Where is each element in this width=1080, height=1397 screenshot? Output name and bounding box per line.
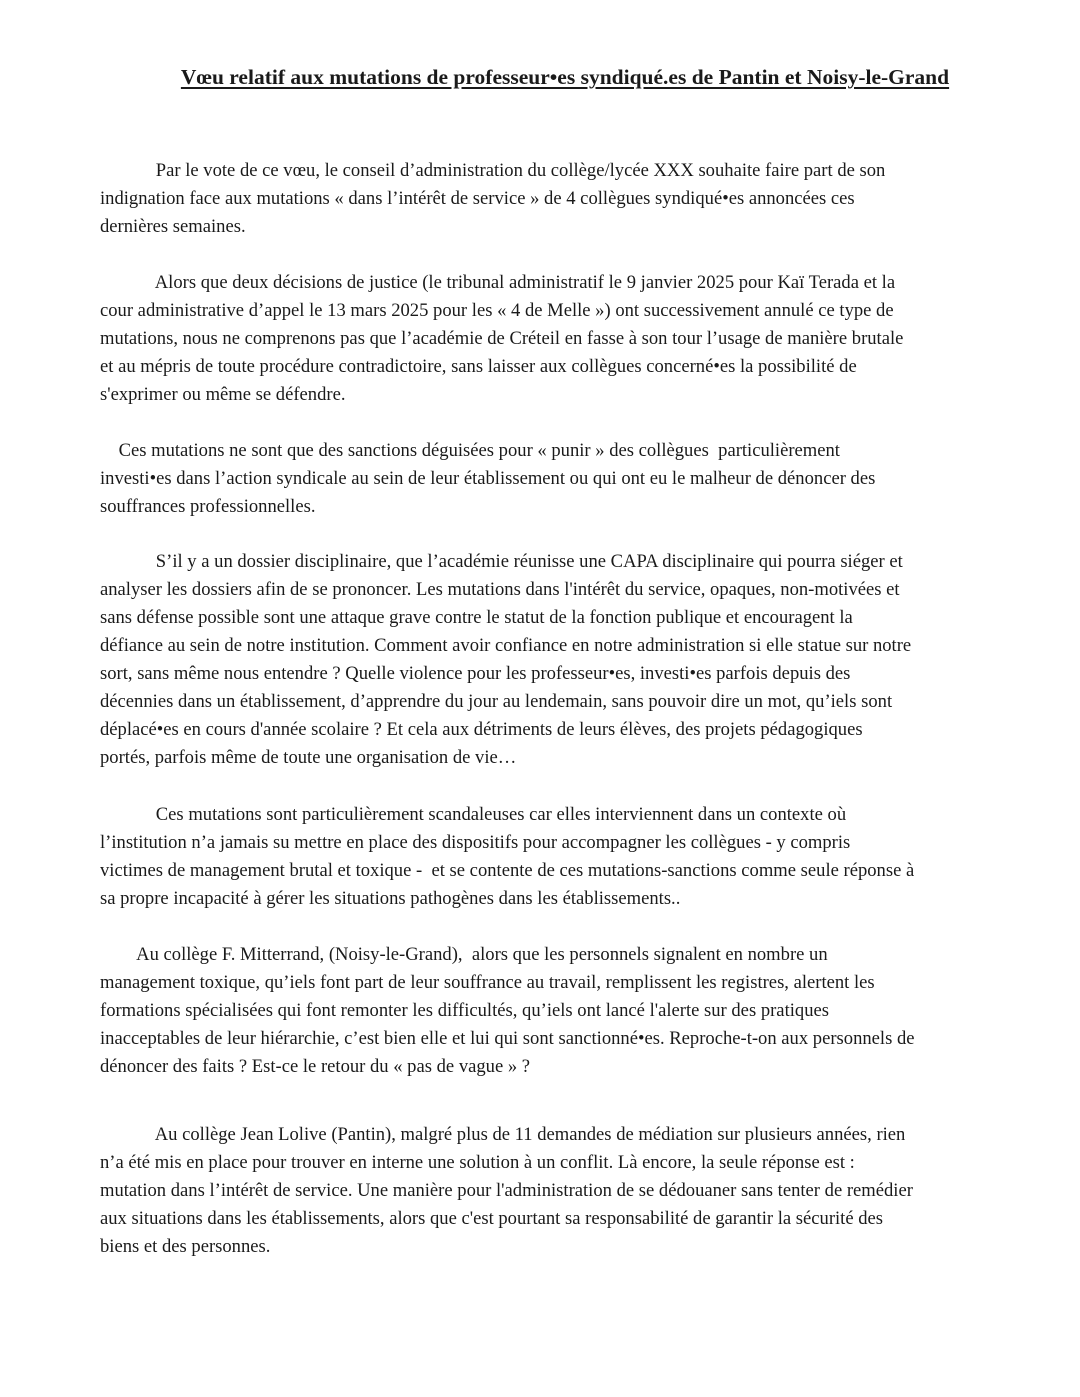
paragraph-line: déplacé•es en cours d'année scolaire ? Et cela aux détriments de leurs élèves, des projets pédagogiques	[100, 719, 863, 740]
paragraph-line: management toxique, qu’iels font part de leur souffrance au travail, remplissent les registres, alertent les	[100, 972, 875, 993]
paragraph-5	[100, 801, 1035, 913]
paragraph-6	[100, 941, 1035, 1081]
paragraph-line: Au collège Jean Lolive (Pantin), malgré plus de 11 demandes de médiation sur plusieurs années, rien	[100, 1124, 906, 1145]
paragraph-line: sa propre incapacité à gérer les situations pathogènes dans les établissements..	[100, 888, 681, 909]
paragraph-line: inacceptables de leur hiérarchie, c’est bien elle et lui qui sont sanctionné•es. Reproche-t-on aux personnels de	[100, 1028, 915, 1049]
paragraph-line: aux situations dans les établissements, alors que c'est pourtant sa responsabilité de garantir la sécurité des	[100, 1208, 884, 1229]
paragraph-line: Alors que deux décisions de justice (le tribunal administratif le 9 janvier 2025 pour Kaï Terada et la	[100, 272, 896, 293]
paragraph-line: analyser les dossiers afin de se prononcer. Les mutations dans l'intérêt du service, opaques, non-motivées et	[100, 579, 900, 600]
paragraph-line: souffrances professionnelles.	[100, 496, 316, 517]
paragraph-line: mutation dans l’intérêt de service. Une manière pour l'administration de se dédouaner sans tenter de remédier	[100, 1180, 913, 1201]
paragraph-line: Au collège F. Mitterrand, (Noisy-le-Grand), alors que les personnels signalent en nombre un	[100, 944, 828, 965]
paragraph-line: cour administrative d’appel le 13 mars 2025 pour les « 4 de Melle ») ont successivement annulé ce type de	[100, 300, 894, 321]
paragraph-line: indignation face aux mutations « dans l’intérêt de service » de 4 collègues syndiqué•es annoncées ces	[100, 188, 855, 209]
paragraph-line: sort, sans même nous entendre ? Quelle violence pour les professeur•es, investi•es parfois depuis des	[100, 663, 851, 684]
paragraph-line: et au mépris de toute procédure contradictoire, sans laisser aux collègues concerné•es la possibilité de	[100, 356, 857, 377]
paragraph-line: mutations, nous ne comprenons pas que l’académie de Créteil en fasse à son tour l’usage de manière brutale	[100, 328, 904, 349]
paragraph-line: Par le vote de ce vœu, le conseil d’administration du collège/lycée XXX souhaite faire part de son	[100, 160, 886, 181]
paragraph-line: biens et des personnes.	[100, 1236, 271, 1257]
paragraph-7	[100, 1121, 1035, 1261]
paragraph-line: dernières semaines.	[100, 216, 246, 237]
paragraph-line: sans défense possible sont une attaque grave contre le statut de la fonction publique et encouragent la	[100, 607, 853, 628]
paragraph-4	[100, 548, 1035, 772]
paragraph-1	[100, 157, 1035, 241]
paragraph-line: Ces mutations sont particulièrement scandaleuses car elles interviennent dans un contexte où	[100, 804, 847, 825]
paragraph-line: défiance au sein de notre institution. Comment avoir confiance en notre administration si elle statue sur notre	[100, 635, 912, 656]
paragraph-line: formations spécialisées qui font remonter les difficultés, qu’iels ont lancé l'alerte sur des pratiques	[100, 1000, 829, 1021]
paragraph-2	[100, 269, 1035, 409]
paragraph-line: Ces mutations ne sont que des sanctions déguisées pour « punir » des collègues particulièrement	[100, 440, 840, 461]
paragraph-line: l’institution n’a jamais su mettre en place des dispositifs pour accompagner les collègues - y compris	[100, 832, 851, 853]
paragraph-line: n’a été mis en place pour trouver en interne une solution à un conflit. Là encore, la seule réponse est :	[100, 1152, 855, 1173]
paragraph-line: portés, parfois même de toute une organisation de vie…	[100, 747, 517, 768]
paragraph-line: victimes de management brutal et toxique - et se contente de ces mutations-sanctions comme seule réponse à	[100, 860, 915, 881]
document-title: Vœu relatif aux mutations de professeur•es syndiqué.es de Pantin et Noisy-le-Grand	[180, 65, 950, 89]
paragraph-line: s'exprimer ou même se défendre.	[100, 384, 346, 405]
paragraph-line: investi•es dans l’action syndicale au sein de leur établissement ou qui ont eu le malheur de dénoncer des	[100, 468, 876, 489]
paragraph-line: S’il y a un dossier disciplinaire, que l’académie réunisse une CAPA disciplinaire qui pourra siéger et	[100, 551, 903, 572]
paragraph-3	[100, 437, 1035, 521]
paragraph-line: décennies dans un établissement, d’apprendre du jour au lendemain, sans pouvoir dire un mot, qu’iels sont	[100, 691, 893, 712]
paragraph-line: dénoncer des faits ? Est-ce le retour du « pas de vague » ?	[100, 1056, 531, 1077]
